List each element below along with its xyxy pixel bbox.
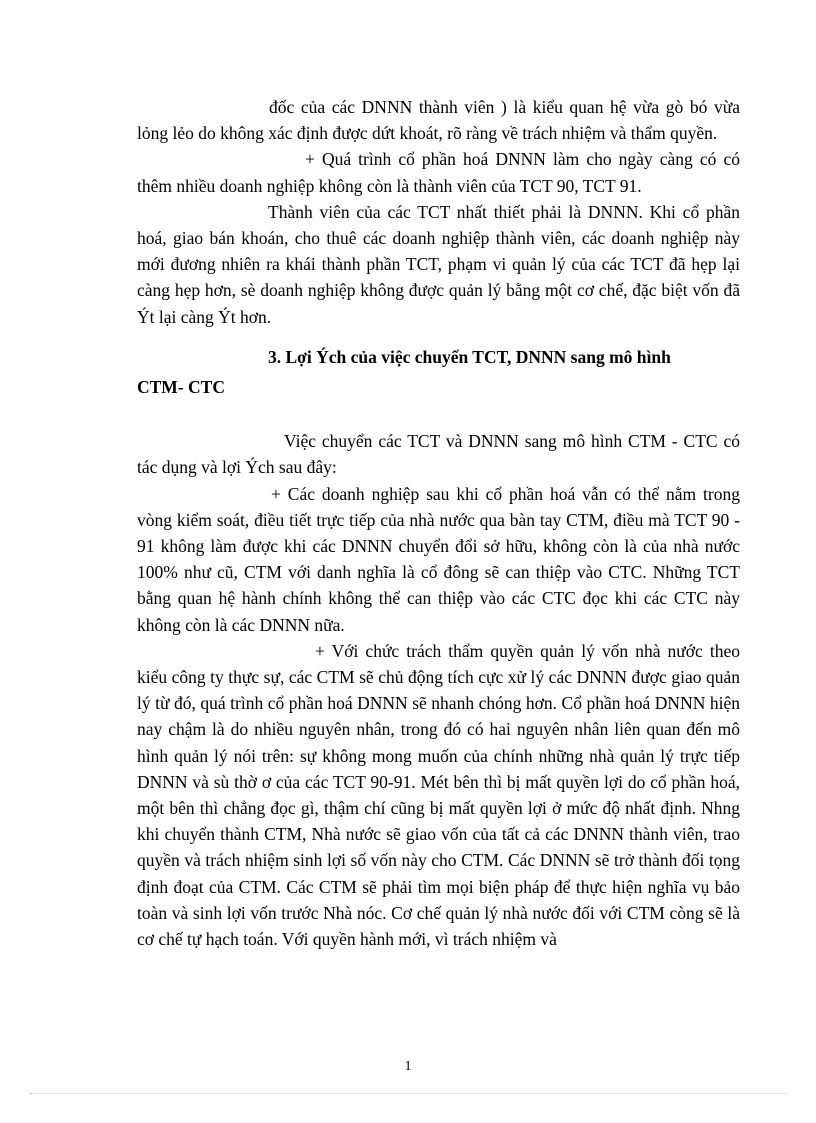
- page-number: 1: [404, 1059, 412, 1074]
- paragraph-1: đốc của các DNNN thành viên ) là kiểu quan hệ vừa gò bó vừa lỏng lẻo do không xác định được dứt khoát, rõ ràng về trách nhiệm và thẩm quyền.: [137, 97, 740, 144]
- section-heading-line-2: CTM- CTC: [137, 377, 225, 398]
- paragraph-5: + Các doanh nghiệp sau khi cổ phần hoá vẫn có thể nằm trong vòng kiểm soát, điều tiết trực tiếp của nhà nước qua bàn tay CTM, điều mà TCT 90 - 91 không làm được khi các DNNN chuyển đổi sở hữu, không còn là của nhà nước 100% như cũ, CTM với danh nghĩa là cổ đông sẽ can thiệp vào CTC. Những TCT bằng quan hệ hành chính không thể can thiệp vào các CTC đọc khi các CTC này không còn là các DNNN nữa.: [137, 483, 740, 635]
- paragraph-2: + Quá trình cổ phần hoá DNNN làm cho ngày càng có có thêm nhiều doanh nghiệp không còn là thành viên của TCT 90, TCT 91.: [137, 149, 740, 196]
- paragraph-3: Thành viên của các TCT nhất thiết phải là DNNN. Khi cổ phần hoá, giao bán khoán, cho thuê các doanh nghiệp thành viên, các doanh nghiệp này mới đương nhiên ra khái thành phần TCT, phạm vi quản lý của các TCT đã hẹp lại càng hẹp hơn, sè doanh nghiệp không được quản lý bằng một cơ chế, đặc biệt vốn đã Ýt lại càng Ýt hơn.: [137, 201, 740, 327]
- section-heading-line-1: 3. Lợi Ých của việc chuyển TCT, DNNN sang mô hình: [268, 346, 671, 367]
- paragraph-6: + Với chức trách thẩm quyền quản lý vốn nhà nước theo kiểu công ty thực sự, các CTM sẽ chủ động tích cực xử lý các DNNN được giao quản lý từ đó, quá trình cổ phần hoá DNNN sẽ nhanh chóng hơn. Cổ phần hoá DNNN hiện nay chậm là do nhiều nguyên nhân, trong đó có hai nguyên nhân liên quan đến mô hình quản lý nói trên: sự không mong muốn của chính những nhà quản lý trực tiếp DNNN và sù thờ ơ của các TCT 90-91. Mét bên thì bị mất quyền lợi do cổ phần hoá, một bên thì chẳng đọc gì, thậm chí cũng bị mất quyền lợi ở mức độ nhất định. Nhng khi chuyển thành CTM, Nhà nước sẽ giao vốn của tất cả các DNNN thành viên, trao quyền và trách nhiệm sinh lợi số vốn này cho CTM. Các DNNN sẽ trở thành đối tọng định đoạt của CTM. Các CTM sẽ phải tìm mọi biện pháp để thực hiện nghĩa vụ bảo toàn và sinh lợi vốn trước Nhà nóc. Cơ chế quản lý nhà nước đối với CTM còng sẽ là cơ chế tự hạch toán. Với quyền hành mới, vì trách nhiệm và: [137, 640, 740, 950]
- paragraph-4: Việc chuyển các TCT và DNNN sang mô hình CTM - CTC có tác dụng và lợi Ých sau đây:: [137, 431, 740, 478]
- document-body: [137, 94, 740, 952]
- section-heading: [137, 344, 740, 400]
- page-bottom-divider: [30, 1093, 786, 1094]
